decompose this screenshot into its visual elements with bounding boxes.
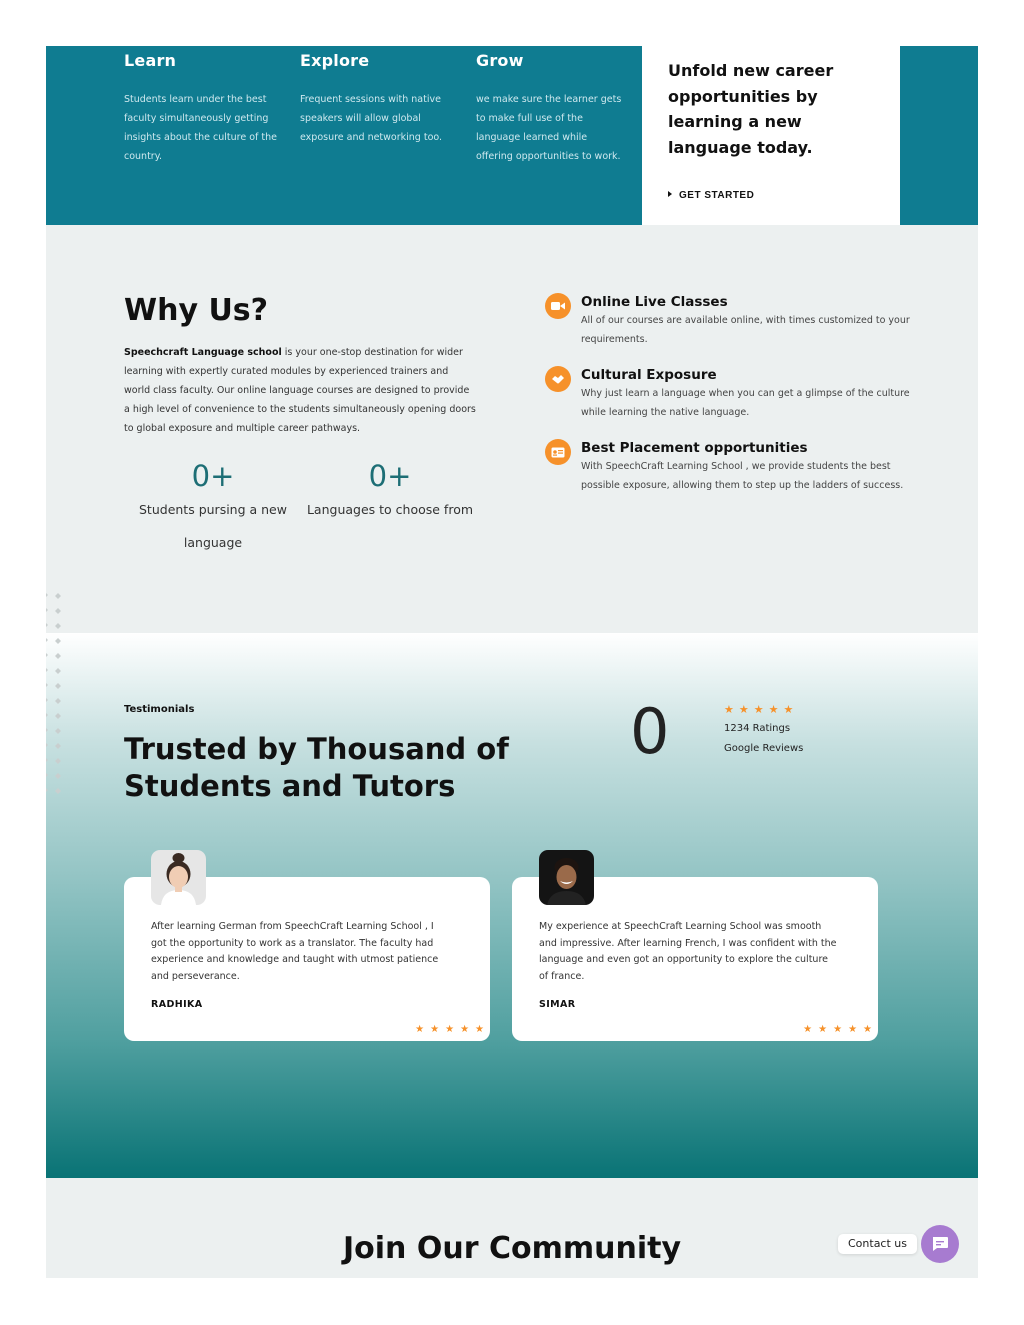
- dot-mark: [55, 758, 61, 764]
- stat-label: Languages to choose from: [306, 502, 474, 517]
- dot-mark: [46, 698, 48, 702]
- dot-mark: [46, 653, 48, 657]
- dot-mark: [46, 788, 48, 792]
- rating-source: Google Reviews: [724, 743, 804, 754]
- get-started-link[interactable]: [668, 190, 754, 201]
- rating-count: 1234 Ratings: [724, 723, 791, 734]
- dot-mark: [46, 728, 48, 732]
- stat-value: 0+: [368, 459, 412, 493]
- contact-chat-button[interactable]: [921, 1225, 959, 1263]
- testimonial-stars: ★★★★★: [415, 1024, 490, 1035]
- avatar: [151, 850, 206, 905]
- feature-text: Frequent sessions with native speakers will allow global exposure and networking too.: [300, 94, 443, 143]
- feature-explore: [300, 46, 460, 147]
- why-item-text: Why just learn a language when you can get a glimpse of the culture while learning the native language.: [581, 388, 910, 418]
- dot-mark: [55, 728, 61, 734]
- dot-mark: [55, 773, 61, 779]
- play-triangle-icon: [668, 191, 672, 197]
- video-camera-icon: [545, 293, 571, 319]
- avatar: [539, 850, 594, 905]
- testimonial-author: SIMAR: [539, 999, 576, 1010]
- stat-label: Students pursing a new language: [139, 502, 287, 550]
- feature-title: Learn: [124, 51, 177, 70]
- feature-learn: [124, 46, 284, 166]
- dot-mark: [55, 623, 61, 629]
- dot-mark: [55, 788, 61, 794]
- dot-mark: [46, 773, 48, 777]
- dot-mark: [55, 653, 61, 659]
- dot-mark: [46, 668, 48, 672]
- testimonial-quote: My experience at SpeechCraft Learning School was smooth and impressive. After learning French, I was confident with the language and even got an opportunity to explore the culture of france.: [539, 921, 837, 982]
- why-item-title: Best Placement opportunities: [581, 440, 808, 456]
- dot-mark: [46, 623, 48, 627]
- dot-mark: [46, 638, 48, 642]
- rating-stars: ★★★★★: [724, 704, 799, 716]
- cta-heading: Unfold new career opportunities by learning a new language today.: [668, 61, 834, 157]
- testimonials-eyebrow: Testimonials: [124, 704, 195, 715]
- dot-mark: [46, 758, 48, 762]
- why-item-text: With SpeechCraft Learning School , we provide students the best possible exposure, allowing them to step up the ladders of success.: [581, 461, 904, 491]
- contact-us-label[interactable]: Contact us: [838, 1234, 917, 1254]
- dot-mark: [55, 743, 61, 749]
- stat-students: [123, 459, 303, 559]
- testimonials-section: [46, 633, 978, 1178]
- why-us-title: Why Us?: [124, 293, 269, 328]
- dot-mark: [46, 608, 48, 612]
- community-section: [46, 1178, 978, 1278]
- feature-title: Grow: [476, 51, 524, 70]
- stat-languages: [300, 459, 480, 526]
- school-name: Speechcraft Language school: [124, 347, 282, 358]
- dot-mark: [55, 593, 61, 599]
- dot-mark: [55, 608, 61, 614]
- why-item-title: Online Live Classes: [581, 294, 728, 310]
- testimonials-title: Trusted by Thousand of Students and Tutors: [124, 732, 509, 803]
- cta-card: [642, 46, 900, 225]
- testimonial-card: [124, 877, 490, 1041]
- community-title: Join Our Community: [343, 1231, 681, 1266]
- stat-value: 0+: [191, 459, 235, 493]
- dot-pattern-decoration: [44, 590, 68, 798]
- get-started-label: GET STARTED: [679, 190, 755, 201]
- testimonial-author: RADHIKA: [151, 999, 203, 1010]
- handshake-icon: [545, 366, 571, 392]
- why-us-intro-text: is your one-stop destination for wider learning with expertly curated modules by experienced trainers and world class faculty. Our online language courses are designed to provide a high level of convenience to the students simultaneously opening doors to global exposure and multiple career pathways.: [124, 347, 476, 434]
- dot-mark: [55, 713, 61, 719]
- testimonial-stars: ★★★★★: [803, 1024, 878, 1035]
- why-us-section: [46, 225, 978, 633]
- top-feature-band: [46, 46, 978, 225]
- why-item-title: Cultural Exposure: [581, 367, 717, 383]
- feature-grow: [476, 46, 626, 166]
- feature-title: Explore: [300, 51, 370, 70]
- why-us-intro: [124, 343, 476, 438]
- why-item-text: All of our courses are available online, with times customized to your requirements.: [581, 315, 910, 345]
- dot-mark: [55, 668, 61, 674]
- chat-icon: [931, 1236, 949, 1252]
- id-card-icon: [545, 439, 571, 465]
- dot-mark: [46, 743, 48, 747]
- dot-mark: [55, 683, 61, 689]
- testimonial-quote: After learning German from SpeechCraft Learning School , I got the opportunity to work as a translator. The faculty had experience and knowledge and taught with utmost patience and perseverance.: [151, 921, 439, 982]
- feature-text: Students learn under the best faculty simultaneously getting insights about the culture of the country.: [124, 94, 277, 162]
- testimonial-card: [512, 877, 878, 1041]
- dot-mark: [55, 638, 61, 644]
- feature-text: we make sure the learner gets to make full use of the language learned while offering opportunities to work.: [476, 94, 622, 162]
- dot-mark: [46, 713, 48, 717]
- dot-mark: [55, 698, 61, 704]
- dot-mark: [46, 593, 48, 597]
- rating-value: 0: [630, 695, 670, 768]
- dot-mark: [46, 683, 48, 687]
